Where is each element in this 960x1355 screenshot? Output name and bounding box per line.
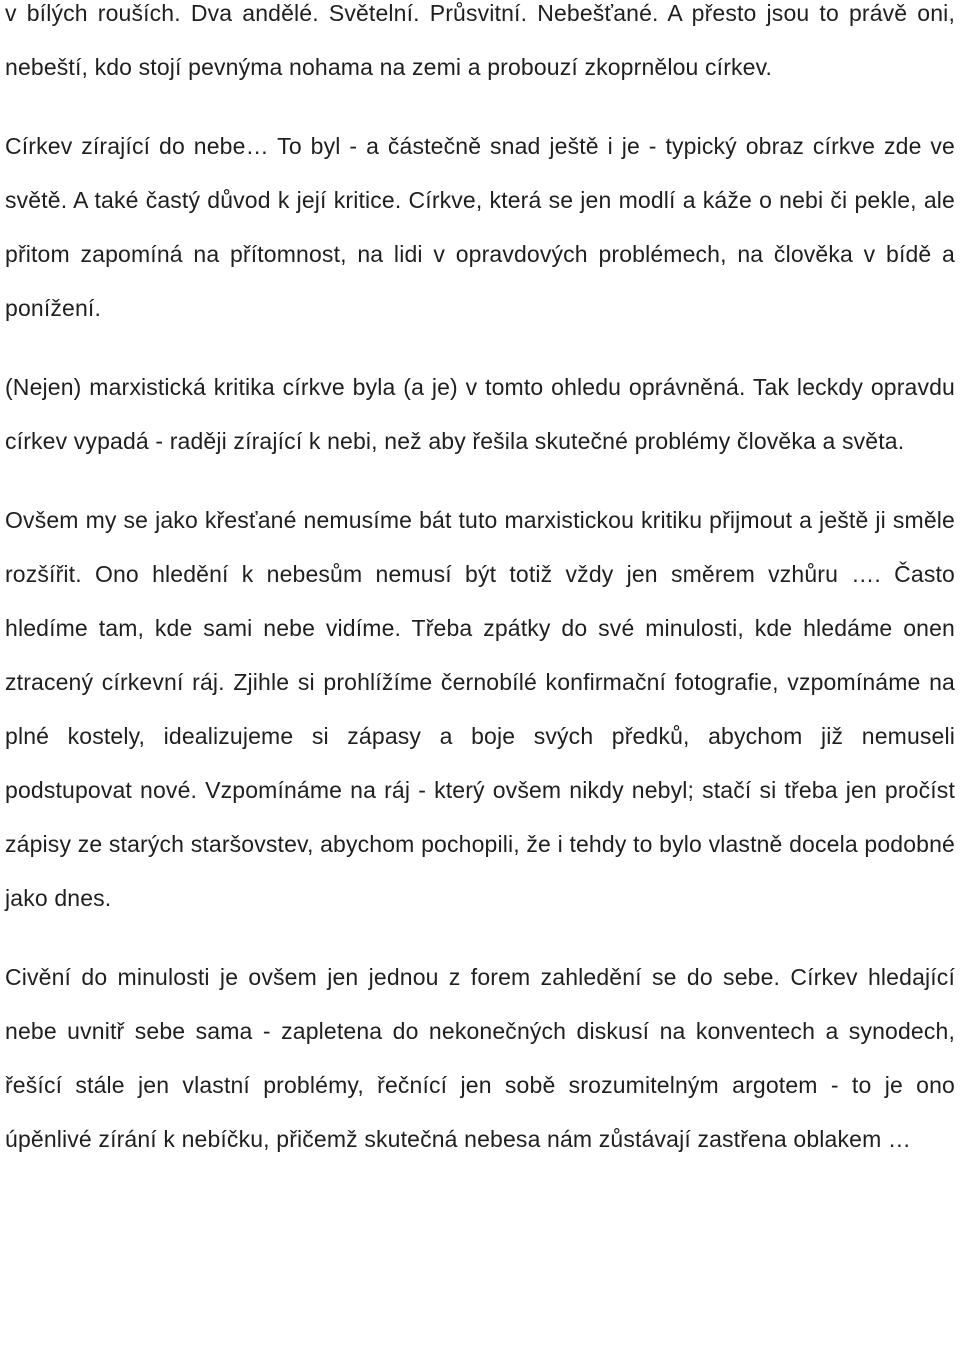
paragraph-gap (5, 335, 955, 360)
paragraph-1: v bílých rouších. Dva andělé. Světelní. Průsvitní. Nebešťané. A přesto jsou to právě oni, nebeští, kdo stojí pevnýma nohama na zemi a probouzí zkoprnělou církev. (5, 0, 955, 80)
paragraph-4: Ovšem my se jako křesťané nemusíme bát tuto marxistickou kritiku přijmout a ještě ji směle rozšířit. Ono hledění k nebesům nemusí být totiž vždy jen směrem vzhůru …. Často hledíme tam, kde sami nebe vidíme. Třeba zpátky do své minulosti, kde hledáme onen ztracený církevní ráj. Zjihle si prohlížíme černobílé konfirmační fotografie, vzpomínáme na plné kostely, idealizujeme si zápasy a boje svých předků, abychom již nemuseli podstupovat nové. Vzpomínáme na ráj - který ovšem nikdy nebyl; stačí si třeba jen pročíst zápisy ze starých staršovstev, abychom pochopili, že i tehdy to bylo vlastně docela podobné jako dnes. (5, 507, 955, 911)
paragraph-gap (5, 94, 955, 119)
paragraph-gap (5, 925, 955, 950)
paragraph-5: Civění do minulosti je ovšem jen jednou z forem zahledění se do sebe. Církev hledající nebe uvnitř sebe sama - zapletena do nekonečných diskusí na konventech a synodech, řešící stále jen vlastní problémy, řečnící jen sobě srozumitelným argotem - to je ono úpěnlivé zírání k nebíčku, přičemž skutečná nebesa nám zůstávají zastřena oblakem … (5, 964, 955, 1152)
paragraph-3: (Nejen) marxistická kritika církve byla (a je) v tomto ohledu oprávněná. Tak leckdy opravdu církev vypadá - raději zírající k nebi, než aby řešila skutečné problémy člověka a světa. (5, 374, 955, 454)
paragraph-2: Církev zírající do nebe… To byl - a částečně snad ještě i je - typický obraz církve zde ve světě. A také častý důvod k její kritice. Církve, která se jen modlí a káže o nebi či pekle, ale přitom zapomíná na přítomnost, na lidi v opravdových problémech, na člověka v bídě a ponížení. (5, 133, 955, 321)
paragraph-gap (5, 468, 955, 493)
